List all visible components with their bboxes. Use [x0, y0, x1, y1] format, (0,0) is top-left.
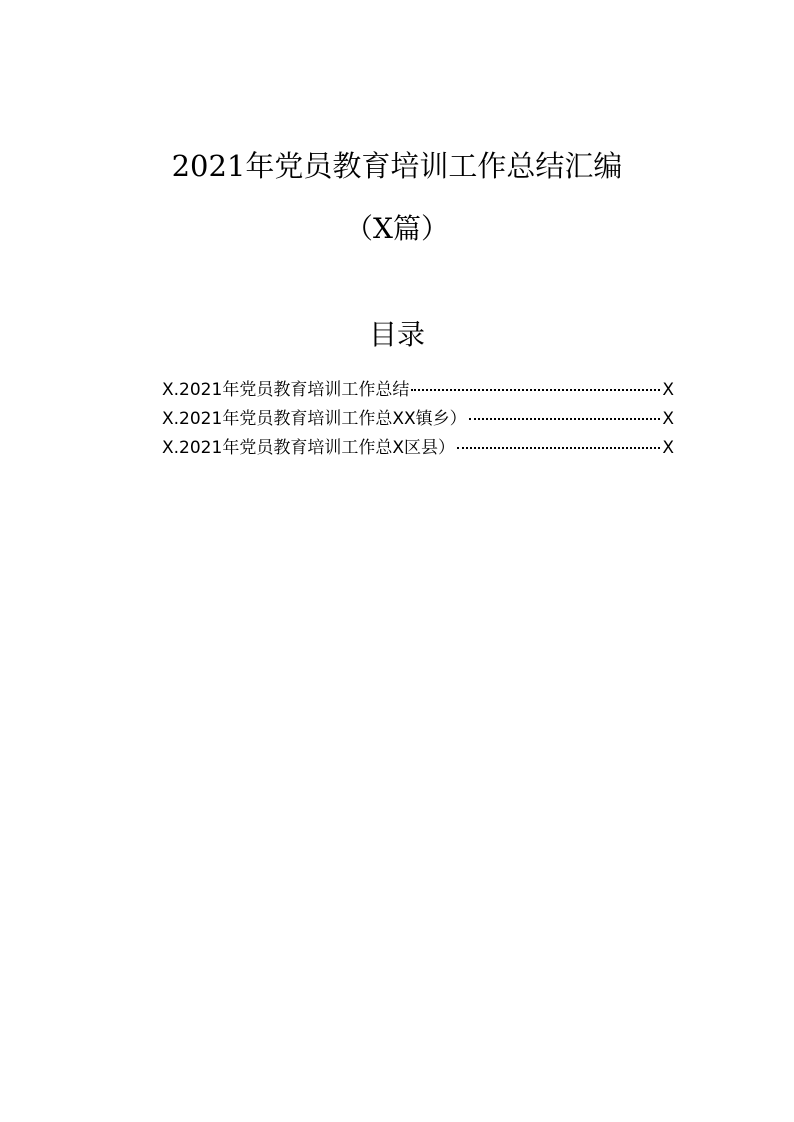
toc-entry[interactable]: [162, 434, 674, 463]
toc-entry-page: X: [662, 380, 674, 400]
toc-entry-title: X.2021年党员教育培训工作总X区县）: [162, 438, 455, 458]
toc-entry[interactable]: [162, 376, 674, 405]
toc-dot-leader: [469, 417, 661, 420]
toc-entry[interactable]: [162, 405, 674, 434]
toc-entry-page: X: [662, 438, 674, 458]
toc-entry-page: X: [662, 409, 674, 429]
table-of-contents: [162, 376, 674, 463]
document-title: 2021年党员教育培训工作总结汇编: [171, 149, 623, 183]
toc-dot-leader: [411, 388, 660, 391]
toc-entry-title: X.2021年党员教育培训工作总XX镇乡）: [162, 409, 467, 429]
toc-dot-leader: [457, 446, 660, 449]
document-subtitle: （X篇）: [345, 212, 449, 245]
toc-heading: 目录: [368, 318, 425, 351]
toc-entry-title: X.2021年党员教育培训工作总结: [162, 380, 410, 400]
